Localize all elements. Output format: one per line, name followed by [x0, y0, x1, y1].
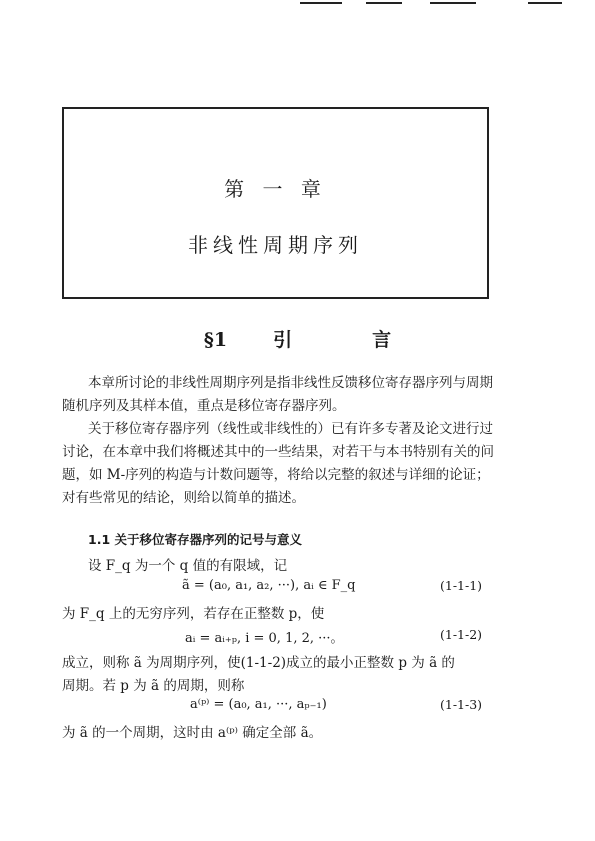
equation-number: (1-1-1) [440, 578, 483, 593]
text-line: 为 F_q 上的无穷序列，若存在正整数 p，使 [62, 606, 325, 622]
section-name-2: 言 [372, 329, 392, 351]
scan-mark [366, 2, 402, 4]
subsection-heading: 1.1 关于移位寄存器序列的记号与意义 [88, 532, 302, 547]
equation: aᵢ = aᵢ₊ₚ, i = 0, 1, 2, ···。 [185, 631, 344, 646]
text-line: 为 ã 的一个周期，这时由 a⁽ᵖ⁾ 确定全部 ã。 [62, 725, 323, 741]
scan-mark [528, 2, 562, 4]
text-line: 成立，则称 ã 为周期序列，使(1-1-2)成立的最小正整数 p 为 ã 的 [62, 655, 455, 671]
chapter-title: 非线性周期序列 [188, 233, 363, 257]
section-marker: §1 [203, 329, 228, 351]
equation-number: (1-1-2) [440, 627, 483, 642]
paragraph: 关于移位寄存器序列（线性或非线性的）已有许多专著及论文进行过讨论，在本章中我们将概述其中的一些结果，对若干与本书特别有关的问题，如 M-序列的构造与计数问题等，将给以完整的叙述与详细的论证；对有些常见的结论，则给以简单的描述。 [62, 421, 494, 506]
scan-mark [430, 2, 476, 4]
text-line: 设 F_q 为一个 q 值的有限域，记 [88, 558, 288, 574]
section-heading [0, 325, 595, 352]
paragraph: 本章所讨论的非线性周期序列是指非线性反馈移位寄存器序列与周期随机序列及其样本值，重点是移位寄存器序列。 [62, 375, 493, 414]
equation: ã = (a₀, a₁, a₂, ···), aᵢ ∈ F_q [182, 578, 356, 593]
chapter-number: 第 一 章 [224, 177, 327, 201]
equation: a⁽ᵖ⁾ = (a₀, a₁, ···, aₚ₋₁) [190, 697, 327, 712]
section-name-1: 引 [273, 329, 293, 351]
scan-mark [300, 2, 342, 4]
text-line: 周期。若 p 为 ã 的周期，则称 [62, 678, 245, 694]
equation-number: (1-1-3) [440, 697, 483, 712]
scan-top-marks [0, 0, 595, 8]
chapter-title-box [62, 107, 489, 299]
